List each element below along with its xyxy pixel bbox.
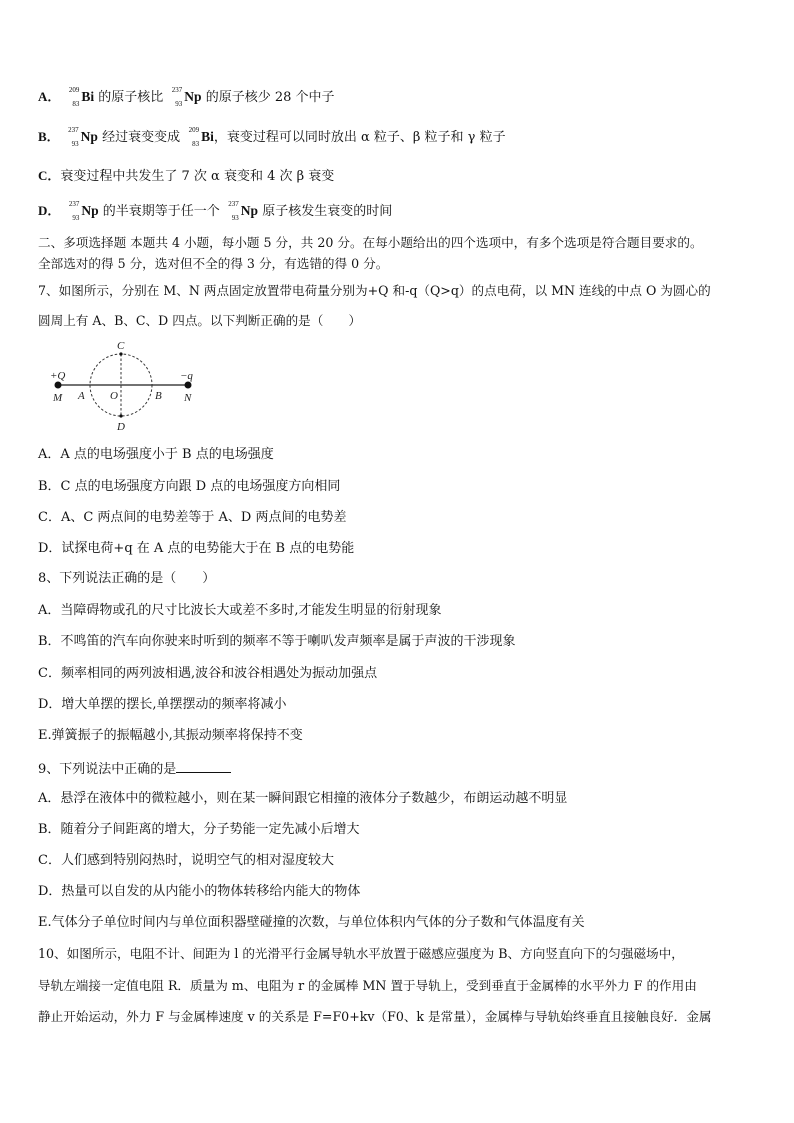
- q9-stem: 9、下列说法中正确的是: [38, 762, 177, 777]
- answer-blank: [176, 760, 231, 773]
- q8-option-c: C．频率相同的两列波相遇,波谷和波谷相遇处为振动加强点: [38, 666, 378, 681]
- element-symbol: Np: [80, 129, 98, 144]
- q10-stem-line-1: 10、如图所示，电阻不计、间距为 l 的光滑平行金属导轨水平放置于磁感应强度为 B、方向竖直向下的匀强磁场中，: [38, 946, 684, 961]
- q8-option-d: D．增大单摆的摆长,单摆摆动的频率将减小: [38, 697, 287, 712]
- q7-option-c: C．A、C 两点间的电势差等于 A、D 两点间的电势差: [38, 510, 347, 525]
- diagram-label-o: O: [110, 390, 118, 402]
- q8-stem: 8、下列说法正确的是（ ）: [38, 571, 216, 586]
- element-symbol: Np: [184, 89, 202, 104]
- q10-stem-line-3: 静止开始运动，外力 F 与金属棒速度 v 的关系是 F=F0+kv（F0、k 是常量），金属棒与导轨始终垂直且接触良好．金属: [38, 1009, 712, 1024]
- element-symbol: Np: [81, 203, 99, 218]
- isotope-notation: 209 83: [68, 85, 80, 108]
- diagram-label-d: D: [117, 421, 125, 433]
- option-text: 的原子核少 28 个中子: [201, 90, 335, 105]
- prev-option-b: [38, 125, 506, 148]
- section-header-line-2: 全部选对的得 5 分，选对但不全的得 3 分，有选错的得 0 分。: [38, 256, 389, 271]
- option-text: 衰变过程中共发生了 7 次 α 衰变和 4 次 β 衰变: [60, 169, 335, 184]
- charge-M-dot: [55, 382, 62, 389]
- diagram-label-b: B: [155, 390, 162, 402]
- q9-option-c: C．人们感到特别闷热时，说明空气的相对湿度较大: [38, 853, 334, 868]
- option-text: 原子核发生衰变的时间: [258, 204, 393, 219]
- q7-option-a: A．A 点的电场强度小于 B 点的电场强度: [38, 447, 274, 462]
- option-label: C．: [38, 168, 61, 183]
- q7-stem-line-2: 圆周上有 A、B、C、D 四点。以下判断正确的是（ ）: [38, 313, 362, 328]
- q7-stem-line-1: 7、如图所示，分别在 M、N 两点固定放置带电荷量分别为+Q 和-q（Q>q）的点电荷，以 MN 连线的中点 O 为圆心的: [38, 283, 711, 298]
- option-text: 的半衰期等于任一个: [98, 204, 220, 219]
- option-label: A．: [38, 89, 61, 104]
- isotope-notation: 209 83: [188, 125, 200, 148]
- element-symbol: Bi: [201, 129, 214, 144]
- q8-option-b: B．不鸣笛的汽车向你驶来时听到的频率不等于喇叭发声频率是属于声波的干涉现象: [38, 634, 516, 649]
- dipole-circle-figure: [44, 337, 204, 437]
- q10-stem-line-2: 导轨左端接一定值电阻 R．质量为 m、电阻为 r 的金属棒 MN 置于导轨上，受到垂直于金属棒的水平外力 F 的作用由: [38, 978, 697, 993]
- option-label: D．: [38, 203, 61, 218]
- q9-option-e: E.气体分子单位时间内与单位面积器壁碰撞的次数，与单位体积内气体的分子数和气体温度有关: [38, 915, 585, 930]
- charge-N-dot: [185, 382, 192, 389]
- q7-option-d: D．试探电荷+q 在 A 点的电势能大于在 B 点的电势能: [38, 541, 355, 556]
- q9-stem-row: [38, 760, 231, 778]
- diagram-label-plusq: +Q: [50, 370, 66, 382]
- q8-option-a: A．当障碍物或孔的尺寸比波长大或差不多时,才能发生明显的衍射现象: [38, 603, 442, 618]
- diagram-label-minusq: −q: [180, 370, 193, 382]
- prev-option-d: [38, 199, 393, 222]
- option-text: ，衰变过程可以同时放出 α 粒子、β 粒子和 γ 粒子: [213, 130, 506, 145]
- q9-option-a: A．悬浮在液体中的微粒越小，则在某一瞬间跟它相撞的液体分子数越少，布朗运动越不明显: [38, 791, 568, 806]
- isotope-notation: 237 93: [68, 199, 80, 222]
- isotope-notation: 237 93: [68, 125, 79, 148]
- option-label: B．: [38, 129, 60, 144]
- option-text: 经过衰变变成: [97, 130, 181, 145]
- diagram-label-a: A: [78, 390, 85, 402]
- section-header-line-1: 二、多项选择题 本题共 4 小题，每小题 5 分，共 20 分。在每小题给出的四个选项中，有多个选项是符合题目要求的。: [38, 235, 703, 250]
- element-symbol: Np: [240, 203, 259, 218]
- q8-option-e: E.弹簧振子的振幅越小,其振动频率将保持不变: [38, 728, 303, 743]
- element-symbol: Bi: [81, 89, 95, 104]
- isotope-notation: 237 93: [228, 199, 239, 222]
- diagram-label-c: C: [117, 340, 125, 352]
- prev-option-c: [38, 168, 334, 185]
- option-text: 的原子核比: [94, 90, 164, 105]
- q7-option-b: B．C 点的电场强度方向跟 D 点的电场强度方向相同: [38, 479, 341, 494]
- diagram-label-m: M: [53, 392, 63, 404]
- q9-option-b: B．随着分子间距离的增大，分子势能一定先减小后增大: [38, 822, 360, 837]
- diagram-label-n: N: [184, 392, 192, 404]
- isotope-notation: 237 93: [171, 85, 183, 108]
- prev-option-a: [38, 85, 335, 108]
- q9-option-d: D．热量可以自发的从内能小的物体转移给内能大的物体: [38, 884, 361, 899]
- q7-charge-diagram: [44, 337, 204, 437]
